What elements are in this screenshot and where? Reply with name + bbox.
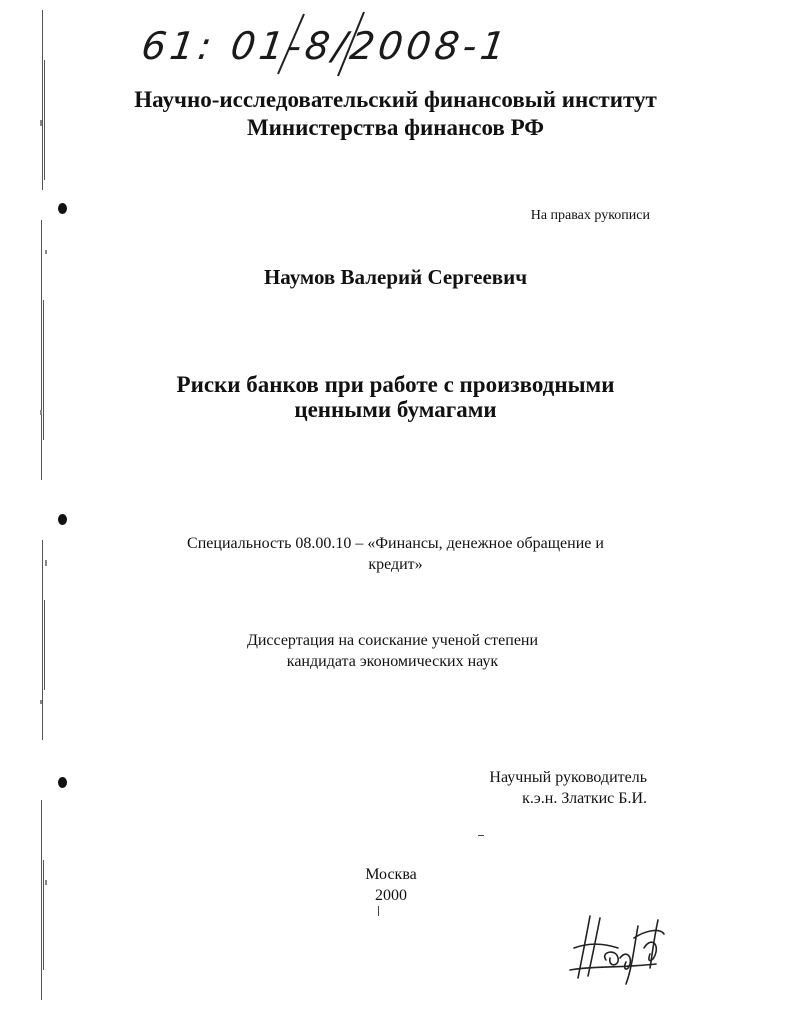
- signature: [560, 908, 680, 988]
- title-line-1: Риски банков при работе с производными: [176, 372, 615, 397]
- author-name: Наумов Валерий Сергеевич: [263, 265, 528, 289]
- institution-line-1: Научно-исследовательский финансовый институт: [134, 87, 657, 112]
- specialty-line-2: кредит»: [368, 556, 423, 573]
- handwritten-archive-code: [128, 10, 512, 80]
- degree-line-1: Диссертация на соискание ученой степени: [246, 632, 539, 649]
- supervisor-name: к.э.н. Златкис Б.И.: [522, 790, 647, 807]
- institution-header: [0, 86, 791, 142]
- title-line-2: ценными бумагами: [294, 397, 497, 422]
- specialty: [0, 533, 791, 575]
- supervisor-block: [489, 767, 647, 809]
- place: Москва: [365, 866, 417, 883]
- scan-speck: [478, 835, 484, 836]
- handwritten-code-text: 61: 01-8/2008-1: [138, 24, 512, 68]
- manuscript-note: На правах рукописи: [530, 208, 650, 223]
- place-and-year: [0, 864, 782, 906]
- degree-line-2: кандидата экономических наук: [286, 653, 499, 670]
- dissertation-title: [0, 372, 791, 422]
- specialty-line-1: Специальность 08.00.10 – «Финансы, денежное обращение и: [187, 535, 604, 552]
- punch-hole-3: [58, 777, 67, 788]
- supervisor-role: Научный руководитель: [489, 769, 647, 786]
- punch-hole-2: [58, 514, 67, 525]
- punch-hole-1: [58, 203, 67, 214]
- scan-speck: [378, 906, 379, 916]
- degree-statement: [0, 630, 785, 672]
- institution-line-2: Министерства финансов РФ: [246, 115, 545, 140]
- year: 2000: [375, 887, 407, 904]
